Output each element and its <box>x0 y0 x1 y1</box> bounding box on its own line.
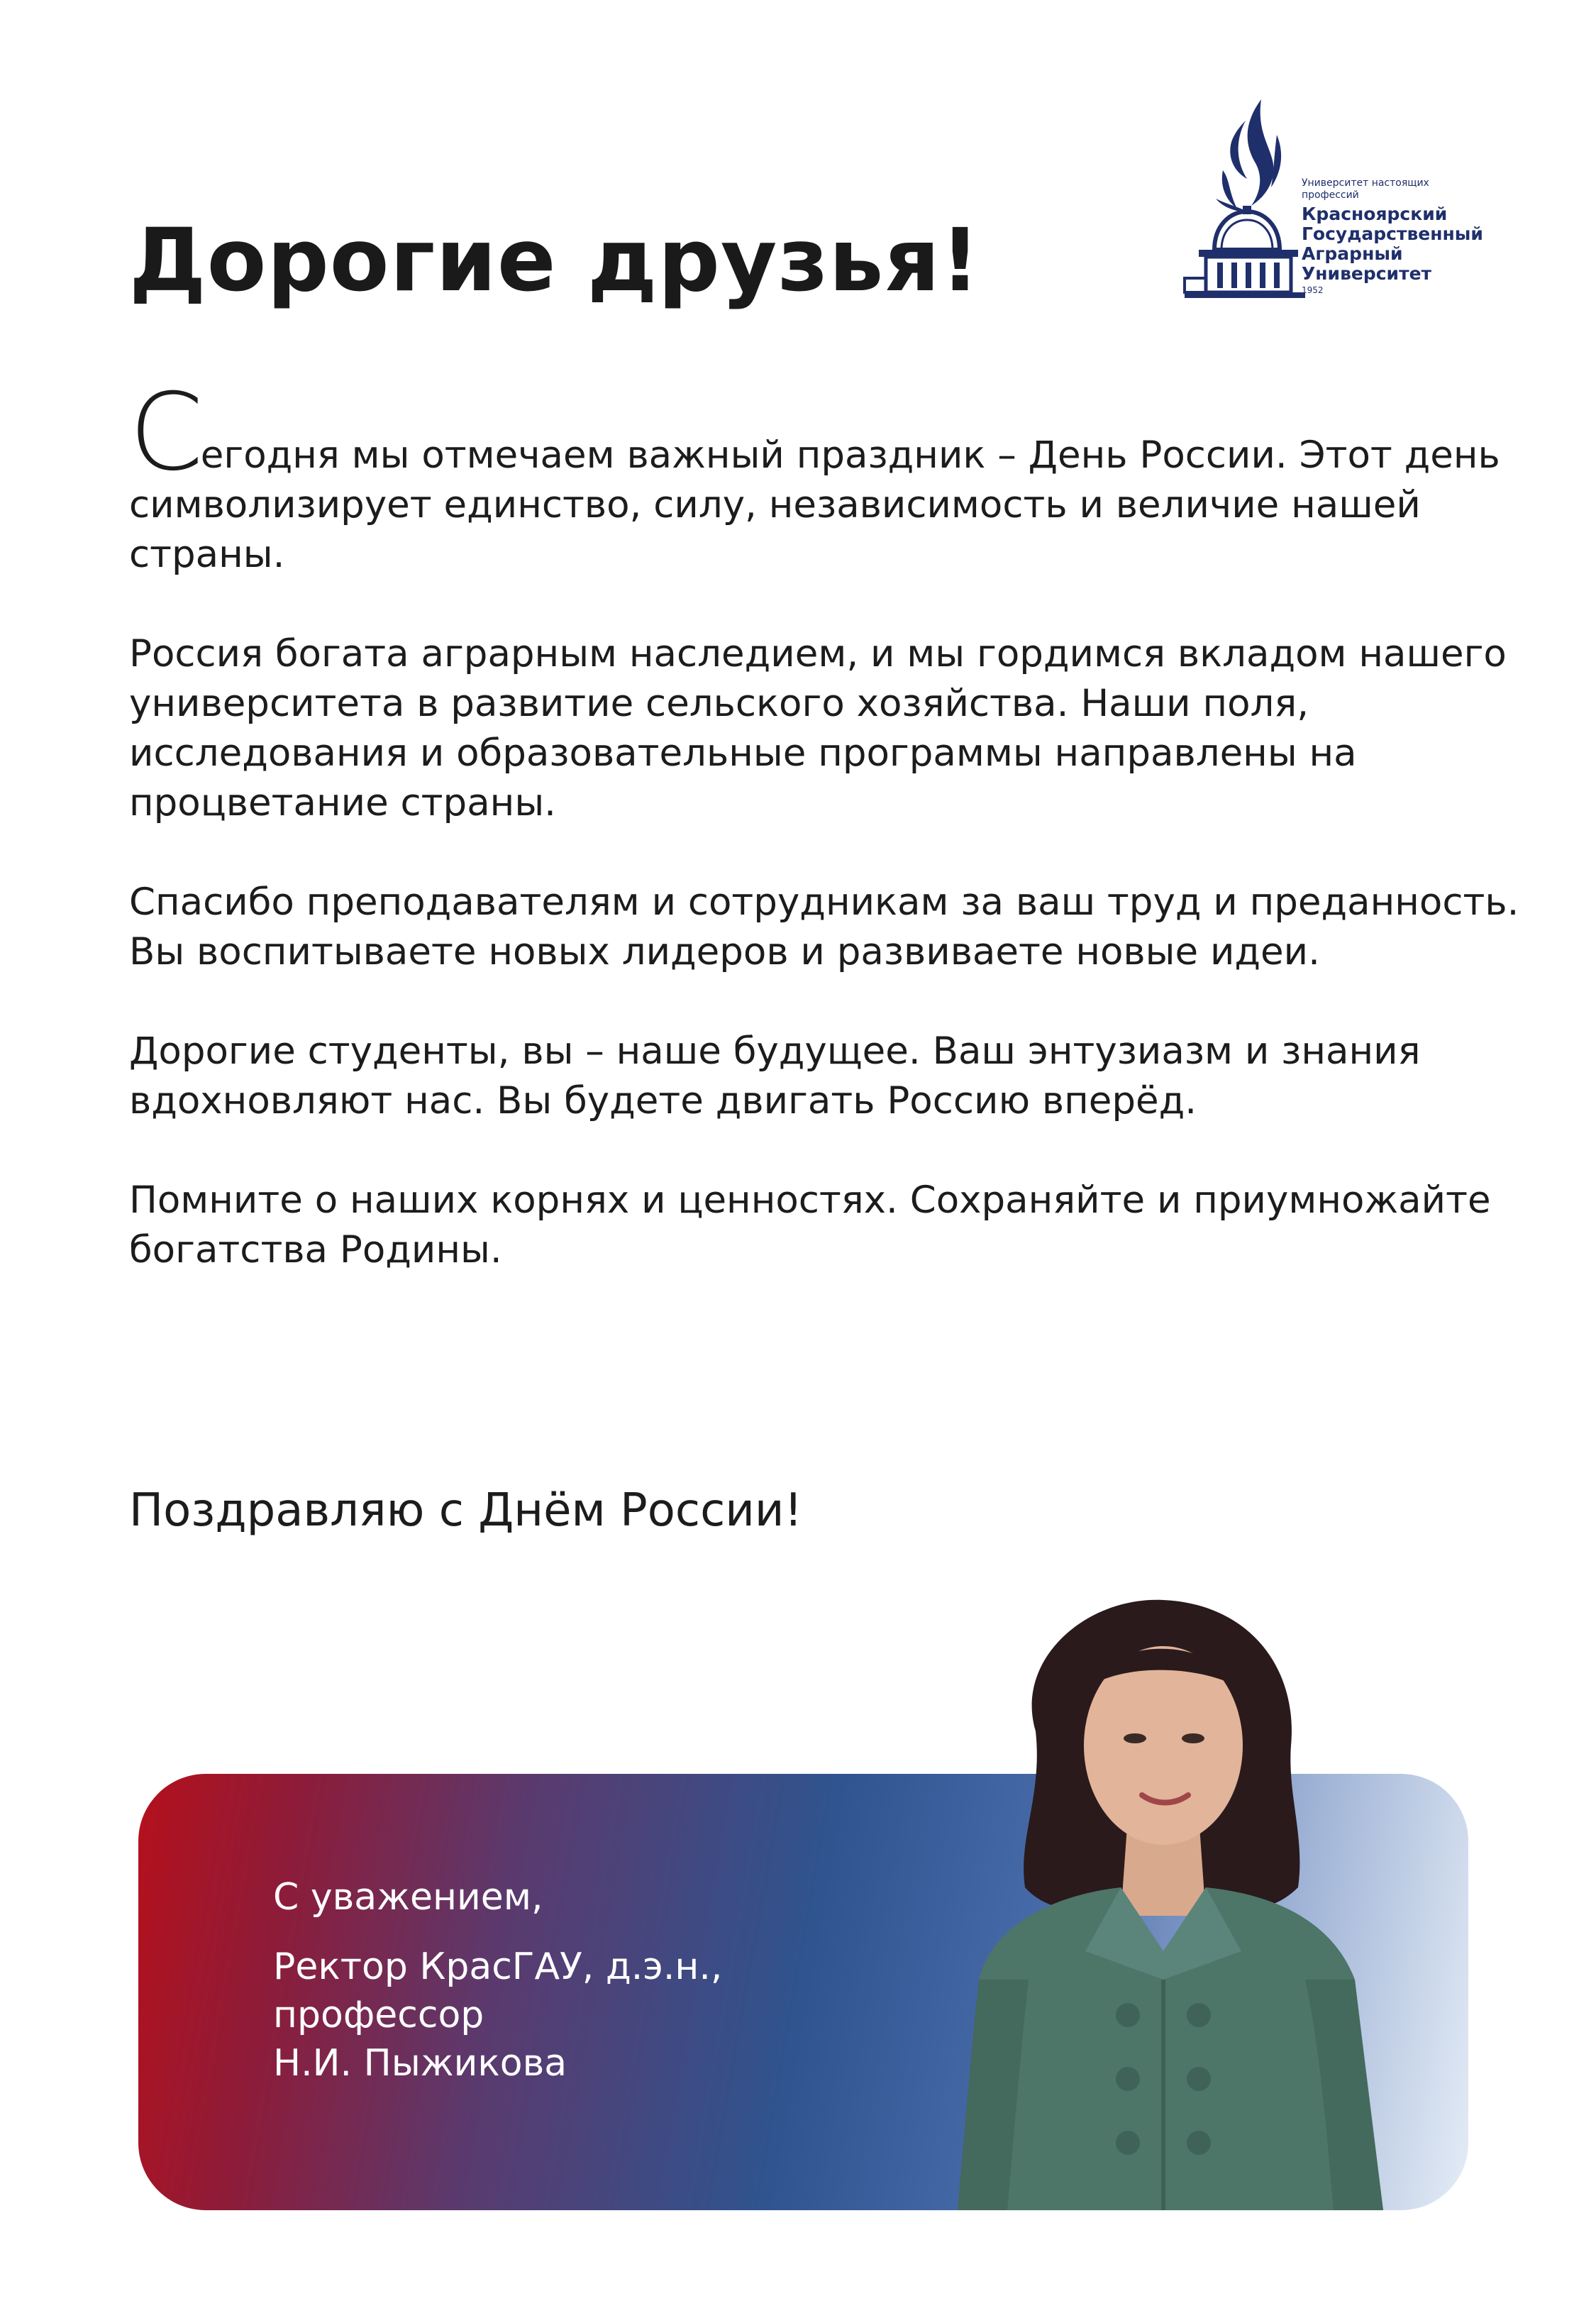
letter-paragraph: Россия богата аграрным наследием, и мы гордимся вкладом нашего университета в развитие сельского хозяйства. Наши поля, исследования и образовательные программы направлены на процветание страны. <box>129 632 1507 824</box>
signature-rank: профессор <box>273 1994 484 2036</box>
logo-name-line: Государственный <box>1302 224 1483 244</box>
university-logo <box>1177 92 1483 312</box>
signature-name: Н.И. Пыжикова <box>273 2042 567 2085</box>
letter-paragraph: Помните о наших корнях и ценностях. Сохраняйте и приумножайте богатства Родины. <box>129 1179 1491 1271</box>
logo-tagline: Университет настоящих профессий <box>1302 177 1429 201</box>
rector-portrait <box>872 1582 1454 2210</box>
letter-paragraph <box>129 371 1519 580</box>
logo-name-line: Университет <box>1302 263 1432 284</box>
logo-wordmark <box>1302 177 1483 295</box>
logo-emblem-icon <box>1177 92 1305 312</box>
logo-name <box>1302 204 1483 284</box>
signature-title: Ректор КрасГАУ, д.э.н., <box>273 1946 723 1988</box>
logo-name-line: Аграрный <box>1302 243 1403 264</box>
drop-cap: С <box>129 371 201 495</box>
signature-greeting: С уважением, <box>273 1876 543 1919</box>
closing-greeting: Поздравляю с Днём России! <box>129 1484 803 1537</box>
logo-name-line: Красноярский <box>1302 204 1448 224</box>
letter-paragraph: Дорогие студенты, вы – наше будущее. Ваш энтузиазм и знания вдохновляют нас. Вы будете двигать Россию вперёд. <box>129 1030 1421 1122</box>
letter-paragraph: Спасибо преподавателям и сотрудникам за ваш труд и преданность. Вы воспитываете новых лидеров и развиваете новые идеи. <box>129 881 1519 973</box>
letter-body <box>129 371 1519 1325</box>
logo-year: 1952 <box>1302 285 1324 295</box>
signature-block <box>273 1873 911 2087</box>
page-title: Дорогие друзья! <box>129 210 981 311</box>
paragraph-text: егодня мы отмечаем важный праздник – День России. Этот день символизирует единство, силу, независимость и величие нашей страны. <box>129 434 1500 576</box>
